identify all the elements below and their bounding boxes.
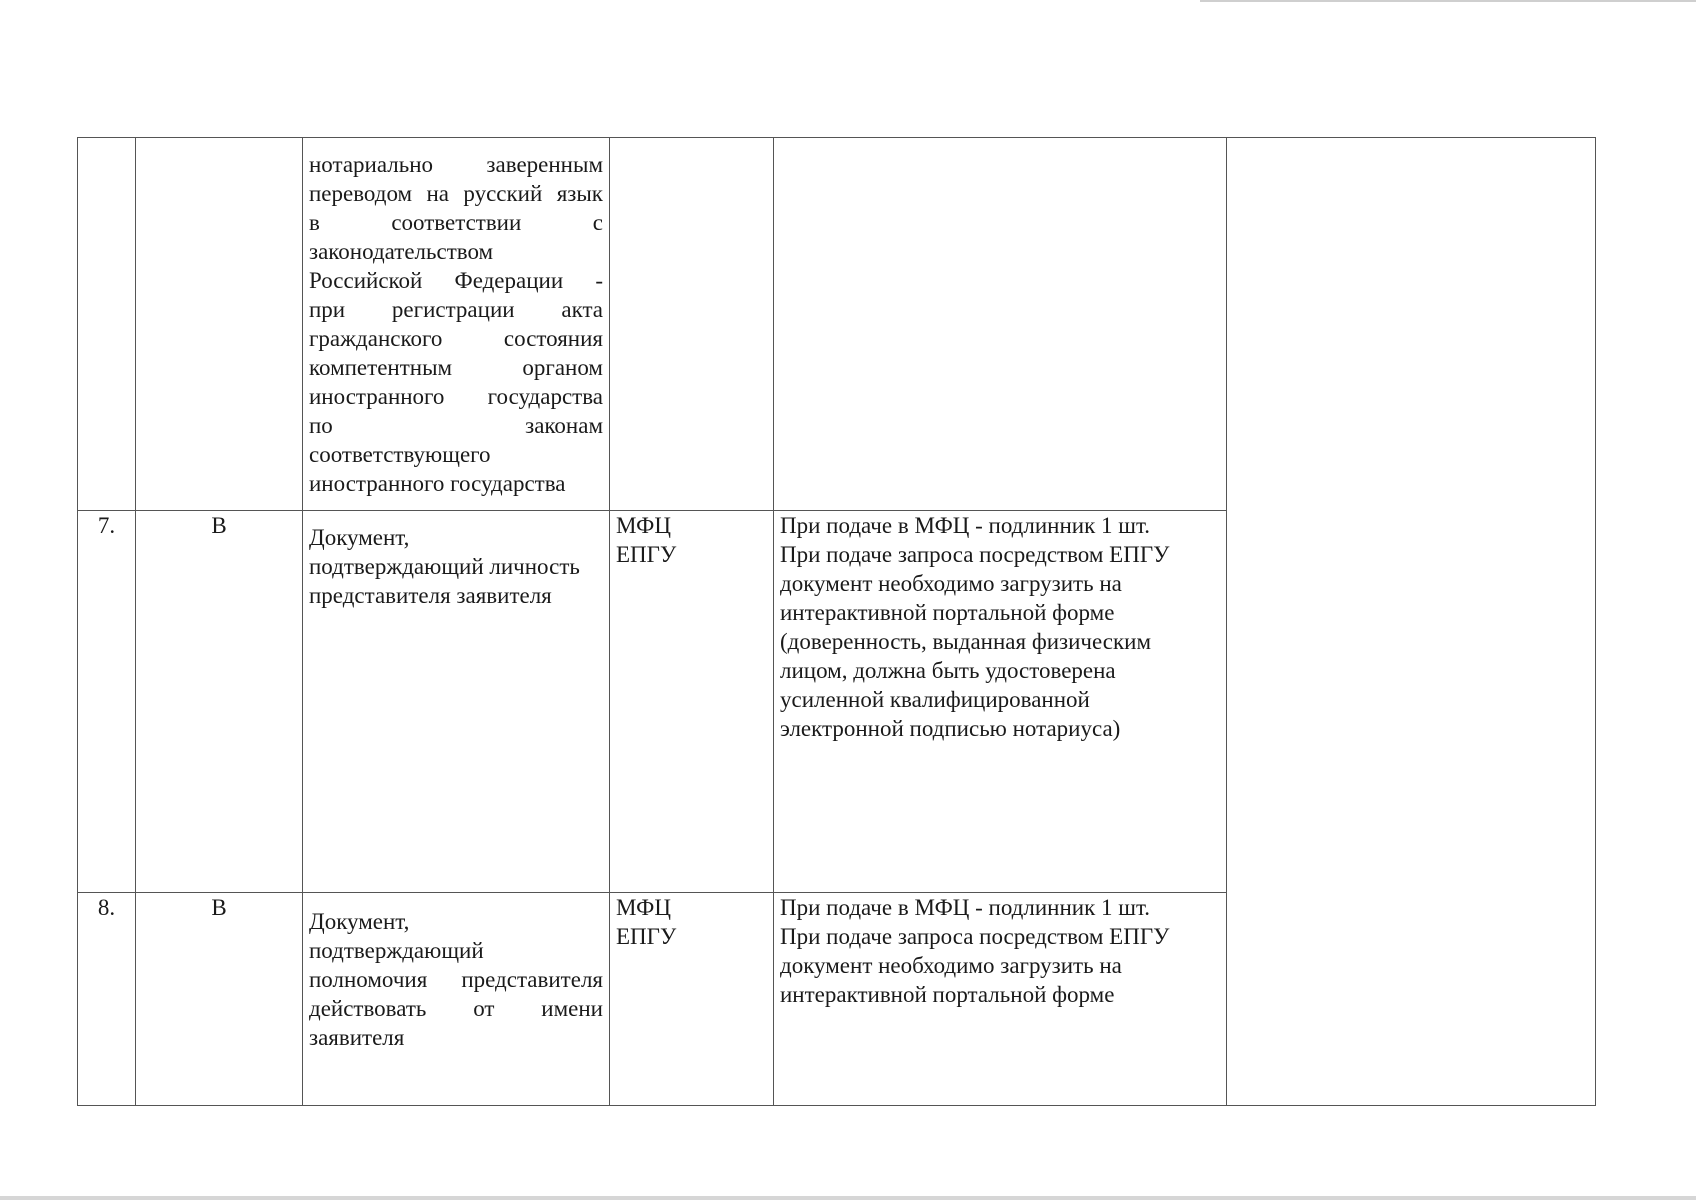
table-row xyxy=(78,138,1596,511)
document-line: иностранного государства xyxy=(309,384,603,409)
document-name-cell xyxy=(303,511,610,893)
channels-cell xyxy=(610,138,774,511)
channels-cell: МФЦ ЕПГУ xyxy=(610,893,774,1106)
requirements-cell: При подаче в МФЦ - подлинник 1 шт. При подаче запроса посредством ЕПГУ документ необходимо загрузить на интерактивной портальной форме (доверенность, выданная физическим лицом, должна быть удостоверена усиленной квалифицированной электронной подписью нотариуса) xyxy=(774,511,1227,893)
category-cell xyxy=(136,138,303,511)
document-line: действовать от имени xyxy=(309,996,603,1021)
scan-edge-bottom xyxy=(0,1196,1696,1200)
document-line: Документ, xyxy=(309,909,410,934)
document-line: заявителя xyxy=(309,1025,405,1050)
requirements-cell: При подаче в МФЦ - подлинник 1 шт. При подаче запроса посредством ЕПГУ документ необходимо загрузить на интерактивной портальной форме xyxy=(774,893,1227,1106)
document-line: Российской Федерации - xyxy=(309,268,603,293)
document-line: гражданского состояния xyxy=(309,326,603,351)
document-line: соответствующего xyxy=(309,442,491,467)
scan-edge-top xyxy=(1200,0,1696,2)
channels-cell: МФЦ ЕПГУ xyxy=(610,511,774,893)
document-line: при регистрации акта xyxy=(309,297,603,322)
notes-cell xyxy=(1227,138,1596,1106)
document-line: компетентным органом xyxy=(309,355,603,380)
document-name-cell xyxy=(303,138,610,511)
document-line: в соответствии с xyxy=(309,210,603,235)
document-line: законодательством xyxy=(309,239,494,264)
document-name-cell xyxy=(303,893,610,1106)
category-cell: В xyxy=(136,893,303,1106)
document-line: полномочия представителя xyxy=(309,967,603,992)
document-name: Документ, подтверждающий личность представителя заявителя xyxy=(309,525,580,608)
document-line: иностранного государства xyxy=(309,471,566,496)
document-line: переводом на русский язык xyxy=(309,181,603,206)
document-line: подтверждающий xyxy=(309,938,484,963)
document-line: нотариально заверенным xyxy=(309,152,603,177)
row-number-cell: 8. xyxy=(78,893,136,1106)
row-number-cell xyxy=(78,138,136,511)
requirements-cell xyxy=(774,138,1227,511)
requirements-table xyxy=(77,137,1596,1106)
row-number-cell: 7. xyxy=(78,511,136,893)
document-line: по законам xyxy=(309,413,603,438)
category-cell: В xyxy=(136,511,303,893)
